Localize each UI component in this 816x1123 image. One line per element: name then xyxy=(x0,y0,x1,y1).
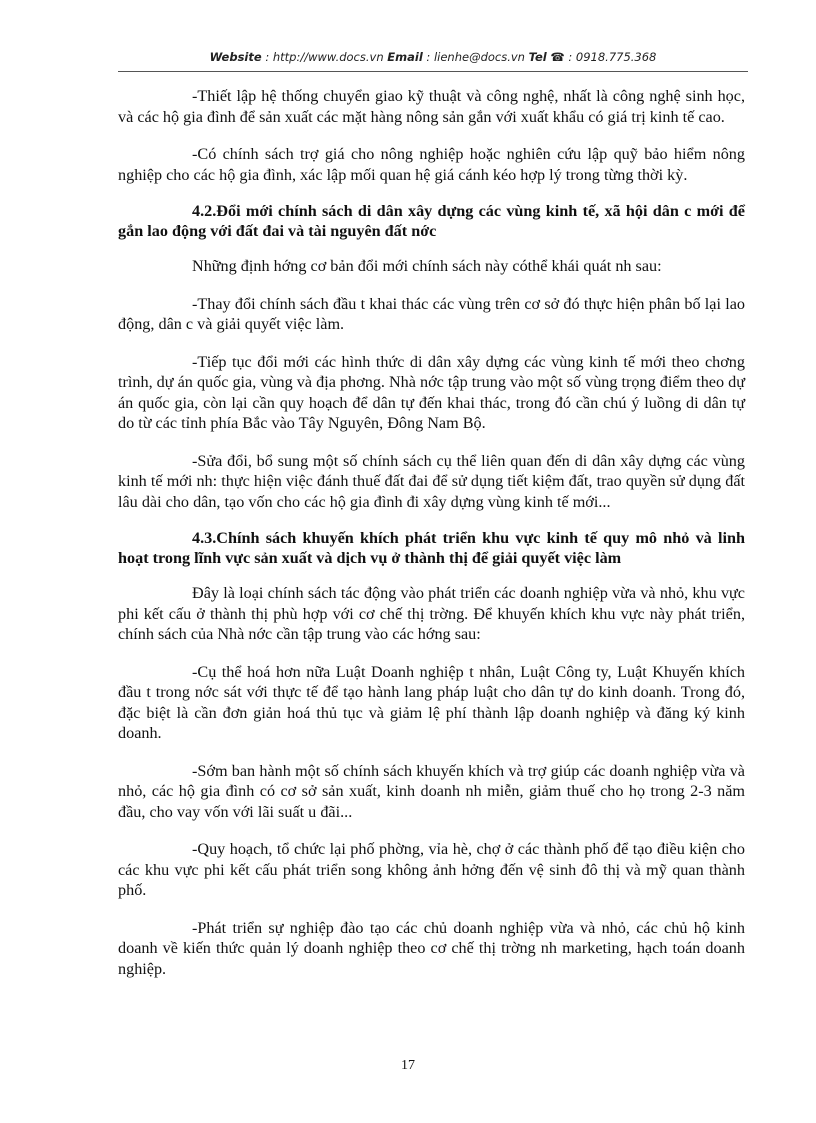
paragraph: -Cụ thể hoá hơn nữa Luật Doanh nghiệp t nhân, Luật Công ty, Luật Khuyến khích đầu t trong nớc sát với thực tế để tạo hành lang pháp luật cho dân tự do kinh doanh. Trong đó, đặc biệt là cần đơn giản hoá thủ tục và giảm lệ phí thành lập doanh nghiệp và đăng ký kinh doanh. xyxy=(118,662,745,742)
header-divider xyxy=(118,71,748,72)
section-heading-4-3: 4.3.Chính sách khuyến khích phát triển khu vực kinh tế quy mô nhỏ và linh hoạt trong lĩnh vực sản xuất và dịch vụ ở thành thị để giải quyết việc làm xyxy=(118,529,745,567)
paragraph: Đây là loại chính sách tác động vào phát triển các doanh nghiệp vừa và nhỏ, khu vực phi kết cấu ở thành thị phù hợp với cơ chế thị trờng. Để khuyến khích khu vực này phát triển, chính sách của Nhà nớc cần tập trung vào các hớng sau: xyxy=(118,584,745,643)
paragraph: -Phát triển sự nghiệp đào tạo các chủ doanh nghiệp vừa và nhỏ, các chủ hộ kinh doanh về kiến thức quản lý doanh nghiệp theo cơ chế thị trờng nh marketing, hạch toán doanh nghiệp. xyxy=(118,918,745,978)
paragraph: -Sửa đổi, bổ sung một số chính sách cụ thể liên quan đến di dân xây dựng các vùng kinh tế mới nh: thực hiện việc đánh thuế đất đai để sử dụng tiết kiệm đất, trao quyền sử dụng đất lâu dài cho dân, tạo vốn cho các hộ gia đình đi xây dựng vùng kinh tế mới... xyxy=(118,451,745,511)
email-address[interactable]: : lienhe@docs.vn xyxy=(422,50,529,64)
section-heading-4-2: 4.2.Đổi mới chính sách di dân xây dựng các vùng kinh tế, xã hội dân c mới để gắn lao động với đất đai và tài nguyên đất nớc xyxy=(118,202,745,240)
paragraph: -Có chính sách trợ giá cho nông nghiệp hoặc nghiên cứu lập quỹ bảo hiểm nông nghiệp cho các hộ gia đình, xác lập mối quan hệ giá cánh kéo hợp lý trong từng thời kỳ. xyxy=(118,145,745,184)
paragraph: -Quy hoạch, tổ chức lại phố phờng, vỉa hè, chợ ở các thành phố để tạo điều kiện cho các khu vực phi kết cấu phát triển song không ảnh hởng đến vệ sinh đô thị và mỹ quan thành phố. xyxy=(118,840,745,899)
website-label: Website xyxy=(209,50,262,64)
email-label: Email xyxy=(387,50,423,64)
document-body xyxy=(118,86,745,996)
paragraph: -Thiết lập hệ thống chuyển giao kỹ thuật và công nghệ, nhất là công nghệ sinh học, và các hộ gia đình để sản xuất các mặt hàng nông sản gắn với xuất khẩu có giá trị kinh tế cao. xyxy=(118,87,745,126)
paragraph: -Tiếp tục đổi mới các hình thức di dân xây dựng các vùng kinh tế mới theo chơng trình, dự án quốc gia, vùng và địa phơng. Nhà nớc tập trung vào một số vùng trọng điểm theo dự án quốc gia, còn lại cần quy hoạch để dân tự đến khai thác, trong đó cần chú ý luồng di dân tự do từ các tỉnh phía Bắc vào Tây Nguyên, Đông Nam Bộ. xyxy=(118,352,745,432)
website-url[interactable]: : http://www.docs.vn xyxy=(261,50,388,64)
page-header xyxy=(118,50,748,64)
paragraph: Những định hớng cơ bản đổi mới chính sách này cóthể khái quát nh sau: xyxy=(192,257,662,275)
tel-number: ☎ : 0918.775.368 xyxy=(546,50,657,64)
paragraph: -Sớm ban hành một số chính sách khuyến khích và trợ giúp các doanh nghiệp vừa và nhỏ, các hộ gia đình có cơ sở sản xuất, kinh doanh nh miễn, giảm thuế cho họ trong 2-3 năm đầu, cho vay vốn với lãi suất u đãi... xyxy=(118,761,745,821)
page-number: 17 xyxy=(401,1058,415,1073)
paragraph: -Thay đổi chính sách đầu t khai thác các vùng trên cơ sở đó thực hiện phân bố lại lao động, dân c và giải quyết việc làm. xyxy=(118,294,745,333)
tel-label: Tel xyxy=(528,50,547,64)
